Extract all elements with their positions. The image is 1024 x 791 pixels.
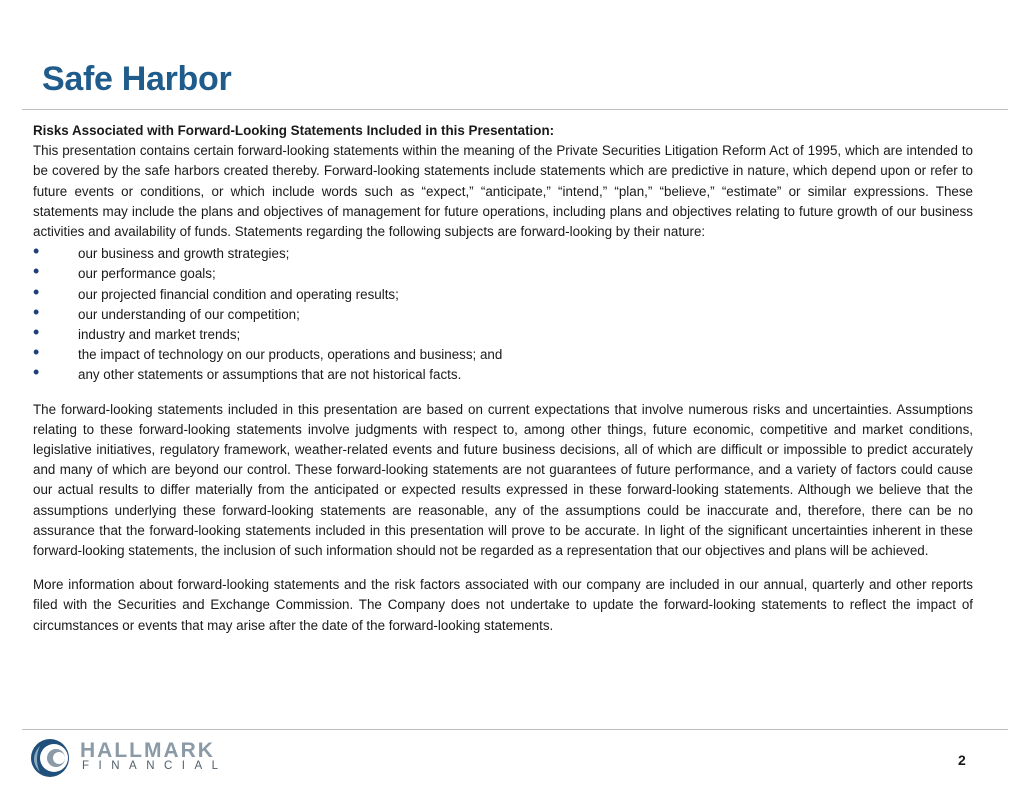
logo-subtitle: FINANCIAL bbox=[82, 760, 228, 772]
bullet-icon: • bbox=[33, 261, 40, 282]
bullet-icon: • bbox=[33, 342, 40, 363]
risks-heading: Risks Associated with Forward-Looking Statements Included in this Presentation: bbox=[33, 123, 555, 138]
intro-paragraph: This presentation contains certain forward-looking statements within the meaning of the Private Securities Litigation Reform Act of 1995, which are intended to be covered by the safe harbors created thereby. Forward-looking statements include statements which are predictive in nature, which depend upon or refer to future events or conditions, or which include words such as “expect,” “anticipate,” “intend,” “plan,” “believe,” “estimate” or similar expressions. These statements may include the plans and objectives of management for future operations, including plans and objectives relating to future growth of our business activities and availability of funds. Statements regarding the following subjects are forward-looking by their nature: bbox=[33, 143, 973, 240]
list-item bbox=[33, 342, 973, 365]
page-title: Safe Harbor bbox=[42, 60, 232, 98]
bullet-icon: • bbox=[33, 301, 40, 322]
bullet-icon: • bbox=[33, 362, 40, 383]
hallmark-financial-logo bbox=[28, 736, 228, 780]
bullet-icon: • bbox=[33, 241, 40, 262]
logo-wordmark: HALLMARK bbox=[80, 739, 215, 762]
safe-harbor-body bbox=[33, 121, 973, 636]
more-information-paragraph: More information about forward-looking statements and the risk factors associated with our company are included in our annual, quarterly and other reports filed with the Securities and Exchange Commission. The Company does not undertake to update the forward-looking statements to reflect the impact of circumstances or events that may arise after the date of the forward-looking statements. bbox=[33, 577, 973, 633]
bullet-icon: • bbox=[33, 281, 40, 302]
list-item bbox=[33, 362, 973, 385]
list-item-text: industry and market trends; bbox=[78, 327, 241, 343]
list-item-text: our projected financial condition and operating results; bbox=[78, 286, 399, 302]
top-divider bbox=[22, 109, 1008, 110]
list-item-text: our performance goals; bbox=[78, 266, 216, 282]
list-item bbox=[33, 301, 973, 325]
bottom-divider bbox=[22, 729, 1008, 730]
hallmark-logo-mark-icon bbox=[28, 736, 72, 780]
page-number: 2 bbox=[958, 752, 966, 768]
bullet-icon: • bbox=[33, 322, 40, 343]
expectations-paragraph: The forward-looking statements included in this presentation are based on current expectations that involve numerous risks and uncertainties. Assumptions relating to these forward-looking statements involve judgments with respect to, among other things, future economic, competitive and market conditions, legislative initiatives, regulatory framework, weather-related events and future business decisions, all of which are difficult or impossible to predict accurately and many of which are beyond our control. These forward-looking statements are not guarantees of future performance, and a variety of factors could cause our actual results to differ materially from the anticipated or expected results expressed in these forward-looking statements. Although we believe that the assumptions underlying these forward-looking statements are reasonable, any of the assumptions could be inaccurate and, therefore, there can be no assurance that the forward-looking statements included in this presentation will prove to be accurate. In light of the significant uncertainties inherent in these forward-looking statements, the inclusion of such information should not be regarded as a representation that our objectives and plans will be achieved. bbox=[33, 401, 973, 559]
list-item-text: any other statements or assumptions that are not historical facts. bbox=[78, 367, 462, 383]
list-item-text: our business and growth strategies; bbox=[78, 246, 290, 262]
list-item-text: the impact of technology on our products, operations and business; and bbox=[78, 347, 503, 363]
list-item bbox=[33, 281, 973, 305]
list-item bbox=[33, 261, 973, 284]
list-item-text: our understanding of our competition; bbox=[78, 306, 300, 322]
forward-looking-subjects-list bbox=[33, 241, 973, 385]
list-item bbox=[33, 241, 973, 264]
list-item bbox=[33, 322, 973, 345]
